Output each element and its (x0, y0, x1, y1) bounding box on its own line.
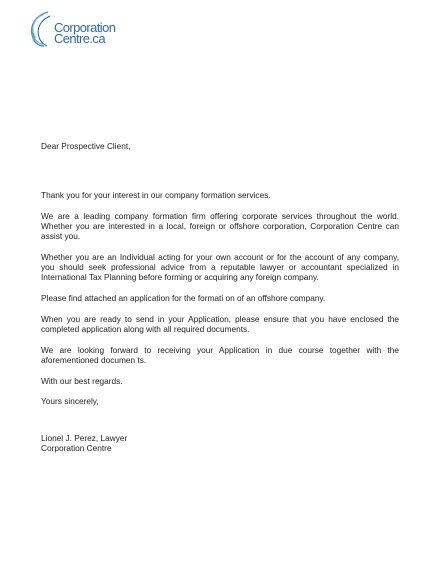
signature-company: Corporation Centre (41, 442, 112, 453)
closing-line: With our best regards. (41, 375, 123, 386)
paragraph: Thank you for your interest in our company formation services. (41, 190, 271, 201)
sign-off: Yours sincerely, (41, 396, 99, 407)
signature-name: Lionel J. Perez, Lawyer (41, 432, 128, 443)
paragraph: We are looking forward to receiving your Application in due course together with the aforementioned documen ts. (41, 344, 399, 365)
paragraph: We are a leading company formation firm offering corporate services throughout the world. Whether you are interested in a local, foreign or offshore corporation, Corporation Centre can assist you. (41, 210, 399, 242)
company-logo (26, 10, 136, 50)
paragraph: When you are ready to send in your Application, please ensure that you have enclosed the completed application along with all required documents. (41, 313, 399, 335)
signature-block (41, 433, 399, 453)
paragraph: Please find attached an application for the formati on of an offshore company. (41, 293, 326, 304)
paragraph: Whether you are an Individual acting for your own account or for the account of any company, you should seek professional advice from a reputable lawyer or accountant specialized in International Tax Planning before forming or acquiring any foreign company. (41, 252, 399, 283)
logo-wordmark (54, 22, 115, 44)
salutation: Dear Prospective Client, (41, 141, 131, 151)
letter-body (41, 141, 399, 453)
swoosh-logo-icon (26, 10, 52, 48)
logo-line-2: Centre.ca (54, 31, 105, 46)
logo-line-1: Corporation (54, 20, 116, 35)
